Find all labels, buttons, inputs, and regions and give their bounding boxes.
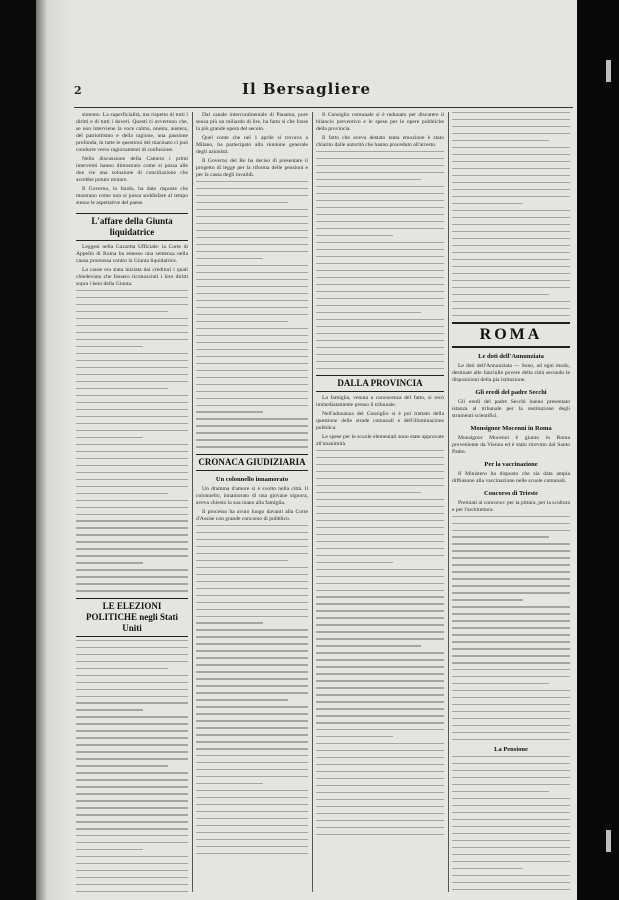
col2-paragraph: Un dramma d'amore si è svolto nella città. Il colonnello, innamorato di una giovane signora, aveva chiesto la sua mano alla famiglia. (196, 485, 308, 506)
col4-subheading: Monsignor Mocenni in Roma (470, 424, 552, 432)
col1-paragraph: Leggesi nella Gazzetta Ufficiale: la Corte di Appello di Roma ha emesso una sentenza nella causa promossa contro la Giunta liquidatrice. (76, 244, 188, 264)
col2-text-lines (196, 525, 308, 855)
col2-paragraph: Dal canale intercontinentale di Panama, pure senza più un miliardo di lire, ha fatto sì che fosse la più grande opera del secolo. (196, 112, 308, 132)
col4-subheading: La Pensione (494, 746, 528, 754)
col2-subheading: Un colonnello innamorato (215, 475, 289, 483)
col3-text-lines (316, 450, 444, 835)
col2-paragraph: Il processo ha avuto luogo davanti alla Corte d'Assise con grande concorso di pubblico. (196, 508, 308, 522)
col4-paragraph: Monsignor Mocenni è giunto in Roma proveniente da Vienna ed è stato ricevuto dal Santo Padre. (452, 434, 570, 455)
col1-heading: L'affare della Giunta liquidatrice (76, 213, 188, 241)
col4-subheading: Per la vaccinazione (484, 460, 538, 468)
column-4 (452, 112, 570, 892)
col1-paragraph: Nella discussione della Camera i primi interventi hanno dimostrato come si possa alle due vie una soluzione di conciliazione che avrebbe potuto mutare. (76, 156, 188, 183)
newspaper-page (36, 0, 577, 900)
col3-paragraph: Nell'adunanza del Consiglio si è poi trattato della questione delle strade comunali e dell'illuminazione pubblica. (316, 410, 444, 431)
col4-subheading: Gli eredi del padre Secchi (475, 388, 547, 396)
col2-paragraph: Quel conte che nel 1 aprile si trovava a Milano, ha partecipato alla riunione generale degli azionisti. (196, 135, 308, 155)
col4-section-title: ROMA (452, 322, 570, 348)
col4-paragraph: Premiati al concorso: per la pittura, per la scultura e per l'architettura. (452, 499, 570, 513)
col2-heading: CRONACA GIUDIZIARIA (196, 454, 308, 471)
newspaper-title: Il Bersagliere (241, 80, 372, 98)
col3-heading: DALLA PROVINCIA (316, 375, 444, 392)
col4-text-lines (452, 516, 570, 741)
masthead (36, 78, 577, 108)
col4-text-lines (452, 756, 570, 890)
column-3 (316, 112, 444, 892)
col1-paragraph: La cause era stata iniziata dai creditori i quali chiedevano che fossero riconosciuti i loro diritti sopra i beni della Giunta. (76, 267, 188, 287)
col1-paragraph: Il Governo, in fondo, ha dato risposte che mostrano come non si possa soddisfare al tempo stesso le aspettative del paese. (76, 186, 188, 206)
col4-paragraph: Il Ministero ha disposto che sia data ampia diffusione alla vaccinazione nelle scuole comunali. (452, 470, 570, 484)
column-2 (196, 112, 308, 892)
col2-text-lines (196, 181, 308, 448)
page-shadow (36, 0, 74, 900)
col4-text-lines (452, 112, 570, 316)
col3-paragraph: Il Consiglio comunale si è radunato per discutere il bilancio preventivo e le spese per le opere pubbliche della provincia. (316, 112, 444, 132)
col1-text-lines (76, 290, 188, 592)
column-1 (76, 112, 188, 892)
col2-paragraph: Il Governo del Re ha deciso di presentare il progetto di legge per la riforma delle pensioni e per la cassa degli invalidi. (196, 158, 308, 178)
col3-paragraph: Le spese per le scuole elementari sono state approvate all'unanimità. (316, 433, 444, 447)
col4-paragraph: Gli eredi del padre Secchi hanno presentato istanza al tribunale per la restituzione degli strumenti scientifici. (452, 398, 570, 419)
column-separator (448, 112, 449, 892)
page-number: 2 (74, 84, 82, 97)
col1-heading: LE ELEZIONI POLITICHE negli Stati Uniti (76, 598, 188, 637)
scan-edge-mark (606, 830, 611, 852)
masthead-rule (74, 107, 573, 108)
scan-border (577, 0, 619, 900)
col3-paragraph: La famiglia, venuta a conoscenza del fatto, si recò immediatamente presso il tribunale. (316, 394, 444, 408)
col4-paragraph: Le doti dell'Annunziata — Sono, ad ogni modo, destinate alle fanciulle povere della città secondo le disposizioni della pia istituzione. (452, 362, 570, 383)
col4-subheading: Le doti dell'Annunziata (478, 352, 544, 360)
column-separator (312, 112, 313, 892)
col1-text-lines (76, 640, 188, 892)
column-separator (192, 112, 193, 892)
col3-text-lines (316, 151, 444, 369)
col4-subheading: Concorso di Trieste (484, 489, 538, 497)
scan-edge-mark (606, 60, 611, 82)
col3-paragraph: Il fatto che aveva destato tanta emozione è stato chiarito dalle autorità che hanno proceduto all'arresto. (316, 135, 444, 148)
col1-paragraph: simento. La superficialità, ma rispetto di tutti i diritti e di tutti i doveri. Questi ci avvertono che, se non interviene la voce calma, onesta, austera, del patriottismo e della ragione, una passione profonda, in tutte le questioni del macinato ci può condurre verso ragionamenti di confusione. (76, 112, 188, 153)
